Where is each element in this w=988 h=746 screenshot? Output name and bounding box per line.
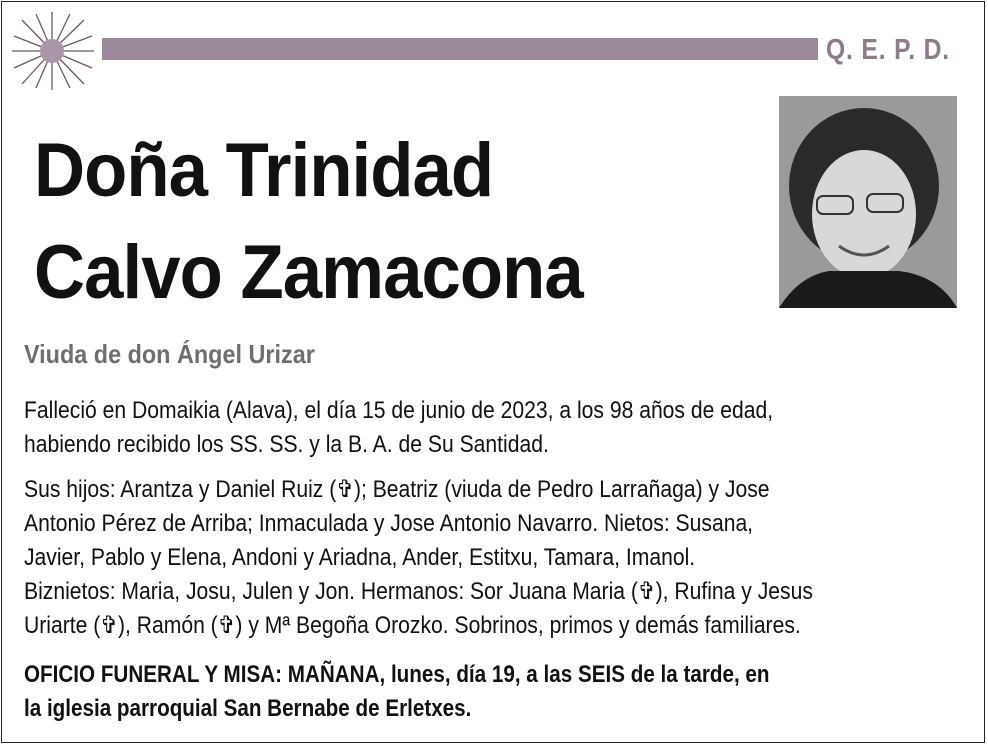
text-line: Biznietos: Maria, Josu, Julen y Jon. Hermanos: Sor Juana Maria (✞), Rufina y Jesus [24,578,813,605]
qepd-badge: Q. E. P. D. [826,34,950,66]
text-line: Antonio Pérez de Arriba; Inmaculada y Jose Antonio Navarro. Nietos: Susana, [24,510,754,537]
family-paragraph [24,473,813,643]
text-line: Javier, Pablo y Elena, Andoni y Ariadna, Ander, Estitxu, Tamara, Imanol. [24,544,696,571]
funeral-paragraph [24,658,770,726]
deceased-name-line-2: Calvo Zamacona [34,230,583,315]
text-line: Sus hijos: Arantza y Daniel Ruiz (✞); Beatriz (viuda de Pedro Larrañaga) y Jose [24,476,770,503]
deceased-name-line-1: Doña Trinidad [34,128,494,213]
portrait-photo [779,96,957,308]
subtitle-widow-of: Viuda de don Ángel Urizar [24,339,315,369]
text-line: Falleció en Domaikia (Alava), el día 15 de junio de 2023, a los 98 años de edad, [24,397,774,424]
text-line: Uriarte (✞), Ramón (✞) y Mª Begoña Orozko. Sobrinos, primos y demás familiares. [24,612,801,639]
text-line: la iglesia parroquial San Bernabe de Erletxes. [24,695,472,722]
death-paragraph [24,394,773,462]
header-bar [102,38,818,60]
text-line: OFICIO FUNERAL Y MISA: MAÑANA, lunes, día 19, a las SEIS de la tarde, en [24,661,770,688]
thistle-flower-icon [8,10,96,92]
text-line: habiendo recibido los SS. SS. y la B. A. de Su Santidad. [24,431,549,458]
